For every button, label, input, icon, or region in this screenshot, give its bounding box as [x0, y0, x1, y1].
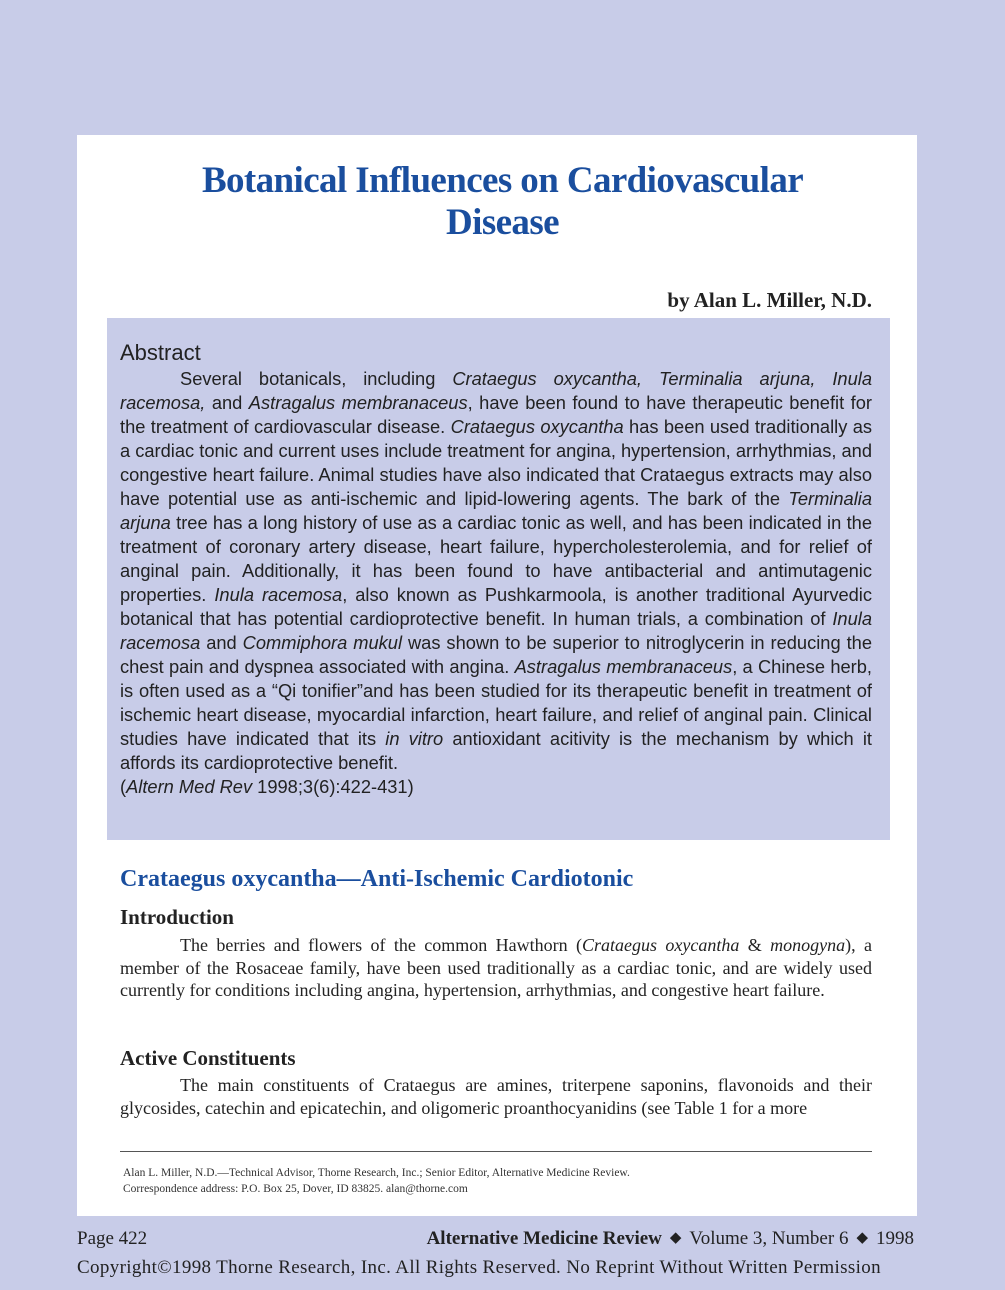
diamond-icon: ◆: [669, 1230, 682, 1246]
introduction-heading: Introduction: [120, 905, 234, 929]
journal-year: 1998: [876, 1228, 914, 1249]
abstract-run: and: [205, 392, 249, 413]
title-line-1: Botanical Influences on Cardiovascular: [201, 160, 804, 201]
abstract-run: was shown to be superior to nitroglycerin in reducing the chest pain and dyspnea associated with angina.: [120, 632, 872, 677]
citation-paren: (: [120, 776, 127, 797]
title-line-2: Disease: [446, 202, 559, 243]
journal-info: [427, 1228, 914, 1250]
intro-run: The berries and flowers of the common Hawthorn (: [180, 935, 582, 955]
abstract-run: has been used traditionally as a cardiac tonic and current uses include treatment for angina, hypertension, arrhythmias, and congestive heart failure. Animal studies have also indicated that Crataegus extracts may also have potential use as anti-ischemic and lipid-lowering agents. The bark of the: [120, 416, 873, 509]
article-title: [0, 160, 1005, 244]
page-number: Page 422: [77, 1228, 148, 1249]
abstract-species: Commiphora mukul: [242, 632, 403, 653]
abstract-content: [120, 340, 872, 799]
author-footnote: [123, 1165, 883, 1197]
active-constituents-heading: Active Constituents: [120, 1046, 296, 1070]
intro-run: ), a member of the Rosaceae family, have been used traditionally as a cardiac tonic, and are widely used currently for conditions including angina, hypertension, arrhythmias, and congestive heart failure.: [120, 935, 872, 1000]
abstract-species: Inula racemosa: [120, 608, 872, 653]
citation-details: 1998;3(6):422-431): [252, 776, 414, 797]
abstract-term: in vitro: [385, 728, 444, 749]
abstract-box: [107, 318, 890, 840]
journal-name: Alternative Medicine Review: [426, 1228, 662, 1249]
intro-run: &: [739, 935, 771, 955]
introduction-paragraph: [120, 934, 872, 1002]
abstract-citation: [120, 775, 872, 799]
copyright-notice: Copyright©1998 Thorne Research, Inc. All Rights Reserved. No Reprint Without Written Permission: [77, 1257, 881, 1278]
abstract-run: , also known as Pushkarmoola, is another traditional Ayurvedic botanical that has potential cardioprotective benefit. In human trials, a combination of: [120, 584, 873, 629]
intro-species: monogyna: [770, 935, 846, 955]
abstract-species: Astragalus membranaceus: [248, 392, 468, 413]
intro-species: Crataegus oxycantha: [581, 935, 740, 955]
citation-journal: Altern Med Rev: [126, 776, 253, 797]
abstract-text: [120, 367, 872, 775]
page-footer: [77, 1228, 917, 1254]
abstract-species: Crataegus oxycantha, Terminalia arjuna, Inula racemosa,: [120, 368, 872, 413]
abstract-run: and: [200, 632, 243, 653]
active-constituents-paragraph: The main constituents of Crataegus are amines, triterpene saponins, flavonoids and their glycosides, catechin and epicatechin, and oligomeric proanthocyanidins (see Table 1 for a more: [120, 1075, 872, 1118]
footnote-correspondence: Correspondence address: P.O. Box 25, Dover, ID 83825. alan@thorne.com: [123, 1183, 468, 1195]
abstract-species: Crataegus oxycantha: [450, 416, 624, 437]
journal-volume: Volume 3, Number 6: [689, 1228, 849, 1249]
abstract-heading: Abstract: [120, 340, 201, 365]
abstract-run: , a Chinese herb, is often used as a “Qi tonifier”and has been studied for its therapeutic benefit in treatment of ischemic heart disease, myocardial infarction, heart failure, and relief of anginal pain. Clinical studies have indicated that its: [120, 656, 872, 749]
author-byline: by Alan L. Miller, N.D.: [667, 288, 872, 312]
section-title: Crataegus oxycantha—Anti-Ischemic Cardiotonic: [120, 866, 634, 892]
abstract-species: Astragalus membranaceus: [514, 656, 733, 677]
abstract-species: Inula racemosa: [214, 584, 343, 605]
abstract-run: antioxidant acitivity is the mechanism by which it affords its cardioprotective benefit.: [120, 728, 872, 773]
abstract-run: , have been found to have therapeutic benefit for the treatment of cardiovascular disease.: [120, 392, 872, 437]
abstract-run: tree has a long history of use as a cardiac tonic as well, and has been indicated in the treatment of coronary artery disease, heart failure, hypercholesterolemia, and for relief of anginal pain. Additionally, it has been found to have antibacterial and antimutagenic properties.: [120, 512, 872, 605]
abstract-run: Several botanicals, including: [180, 368, 453, 389]
footnote-divider: [120, 1151, 872, 1152]
footnote-affiliation: Alan L. Miller, N.D.—Technical Advisor, Thorne Research, Inc.; Senior Editor, Alternative Medicine Review.: [123, 1167, 630, 1179]
abstract-species: Terminalia arjuna: [120, 488, 872, 533]
diamond-icon: ◆: [856, 1230, 868, 1246]
